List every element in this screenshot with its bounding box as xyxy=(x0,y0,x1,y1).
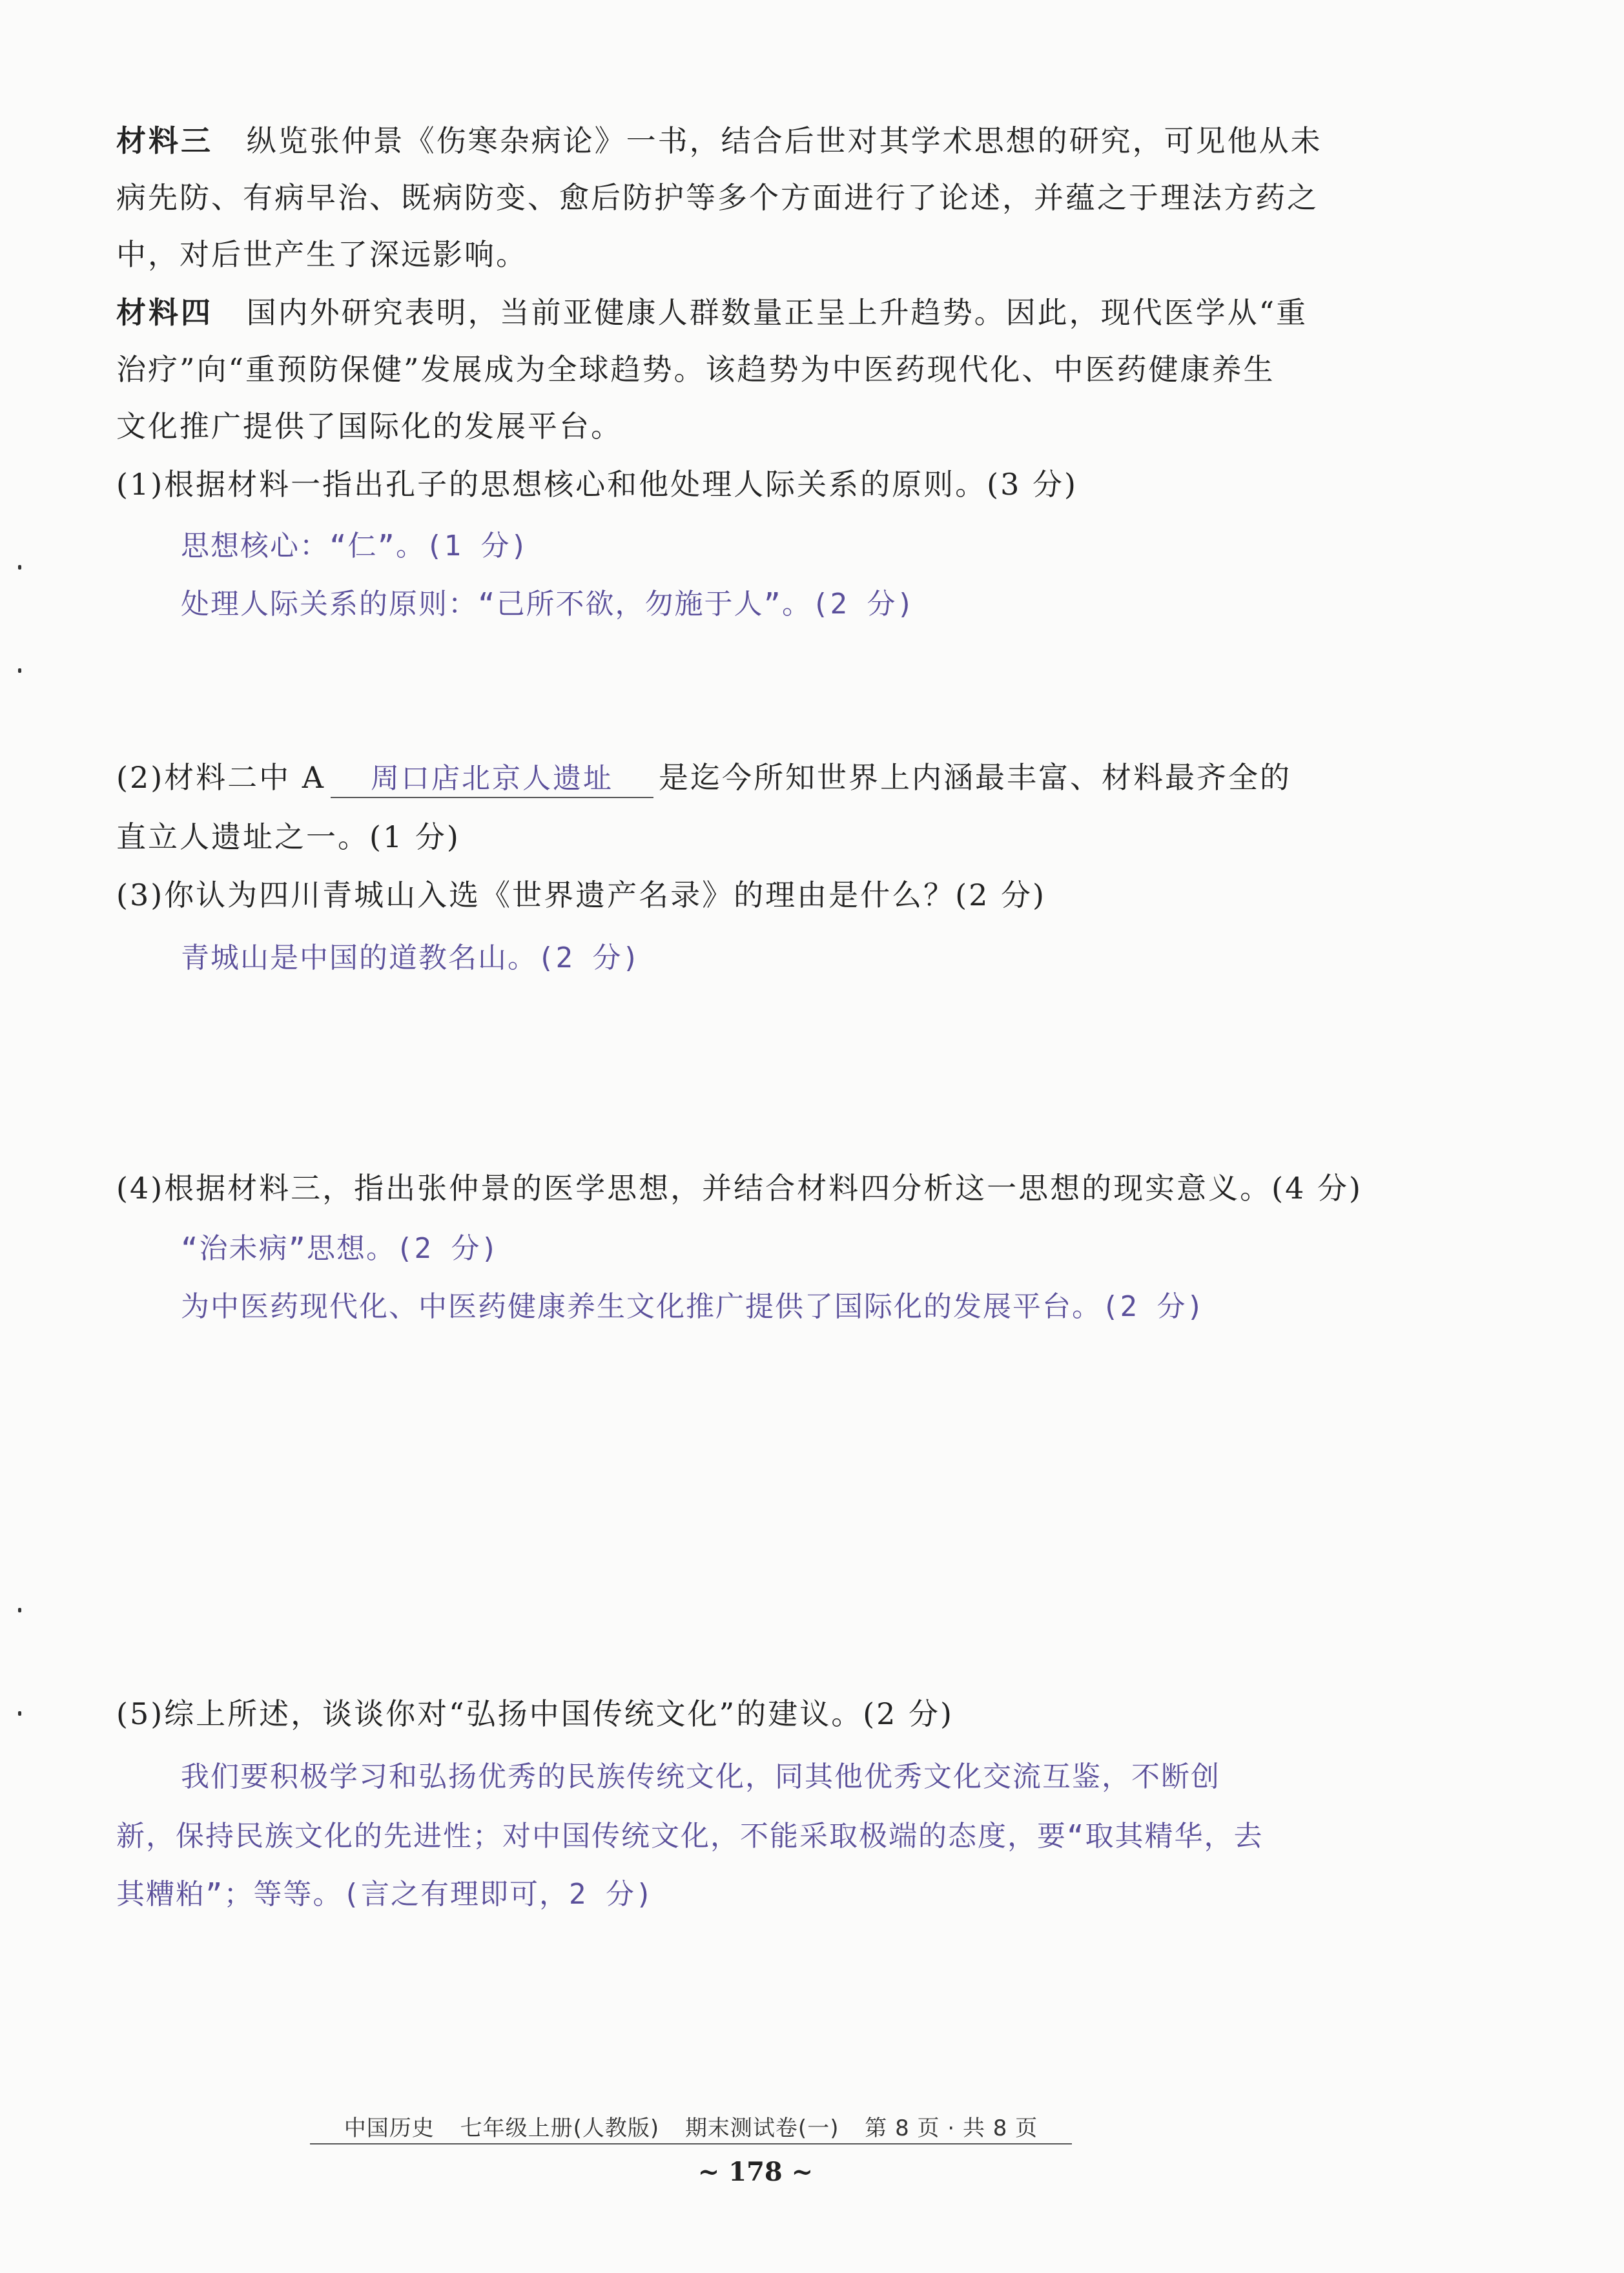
q4-question: (4)根据材料三，指出张仲景的医学思想，并结合材料四分析这一思想的现实意义。(4 分) xyxy=(116,1171,1362,1206)
footer-page-info: 第 8 页 · 共 8 页 xyxy=(865,2115,1038,2141)
material4-line-1 xyxy=(116,294,1308,331)
q2-blank-answer: 周口店北京人遗址 xyxy=(331,761,653,798)
q1-answer-1: 思想核心：“仁”。(1 分) xyxy=(181,530,529,562)
q2-line-1 xyxy=(116,759,1291,798)
q4-answer-2: 为中医药现代化、中医药健康养生文化推广提供了国际化的发展平台。(2 分) xyxy=(181,1290,1205,1323)
material4-label: 材料四 xyxy=(116,295,213,330)
q2-suffix: 是迄今所知世界上内涵最丰富、材料最齐全的 xyxy=(659,760,1292,795)
margin-mark xyxy=(18,1711,21,1716)
footer-subject: 中国历史 xyxy=(344,2115,435,2141)
margin-mark xyxy=(18,1608,21,1612)
margin-mark xyxy=(18,668,21,673)
q5-answer-line-1: 我们要积极学习和弘扬优秀的民族传统文化，同其他优秀文化交流互鉴，不断创 xyxy=(181,1760,1220,1793)
material3-line-2: 病先防、有病早治、既病防变、愈后防护等多个方面进行了论述，并蕴之于理法方药之 xyxy=(116,180,1319,215)
q5-question: (5)综上所述，谈谈你对“弘扬中国传统文化”的建议。(2 分) xyxy=(116,1696,954,1731)
page-footer xyxy=(310,2110,1072,2144)
q5-answer-line-3: 其糟粕”；等等。(言之有理即可，2 分) xyxy=(116,1878,654,1911)
q5-answer-line-2: 新，保持民族文化的先进性；对中国传统文化，不能采取极端的态度，要“取其精华，去 xyxy=(116,1820,1264,1853)
material3-text: 纵览张仲景《伤寒杂病论》一书，结合后世对其学术思想的研究，可见他从未 xyxy=(246,123,1322,158)
q2-line-2: 直立人遗址之一。(1 分) xyxy=(116,819,460,854)
page-number: ~ 178 ~ xyxy=(697,2157,814,2187)
q1-question: (1)根据材料一指出孔子的思想核心和他处理人际关系的原则。(3 分) xyxy=(116,467,1078,502)
material4-line-3: 文化推广提供了国际化的发展平台。 xyxy=(116,409,622,444)
q3-answer: 青城山是中国的道教名山。(2 分) xyxy=(181,941,641,974)
q4-answer-1: “治未病”思想。(2 分) xyxy=(181,1232,499,1265)
q3-question: (3)你认为四川青城山入选《世界遗产名录》的理由是什么？(2 分) xyxy=(116,878,1046,912)
margin-mark xyxy=(18,565,21,570)
material4-text: 国内外研究表明，当前亚健康人群数量正呈上升趋势。因此，现代医学从“重 xyxy=(246,295,1308,330)
material4-line-2: 治疗”向“重预防保健”发展成为全球趋势。该趋势为中医药现代化、中医药健康养生 xyxy=(116,352,1275,387)
material3-line-3: 中，对后世产生了深远影响。 xyxy=(116,237,528,272)
footer-grade: 七年级上册(人教版) xyxy=(460,2115,660,2141)
material3-line-1 xyxy=(116,123,1322,159)
q2-prefix: (2)材料二中 A xyxy=(116,760,326,795)
material3-label: 材料三 xyxy=(116,123,213,158)
footer-test: 期末测试卷(一) xyxy=(684,2115,839,2141)
q1-answer-2: 处理人际关系的原则：“己所不欲，勿施于人”。(2 分) xyxy=(181,588,915,621)
